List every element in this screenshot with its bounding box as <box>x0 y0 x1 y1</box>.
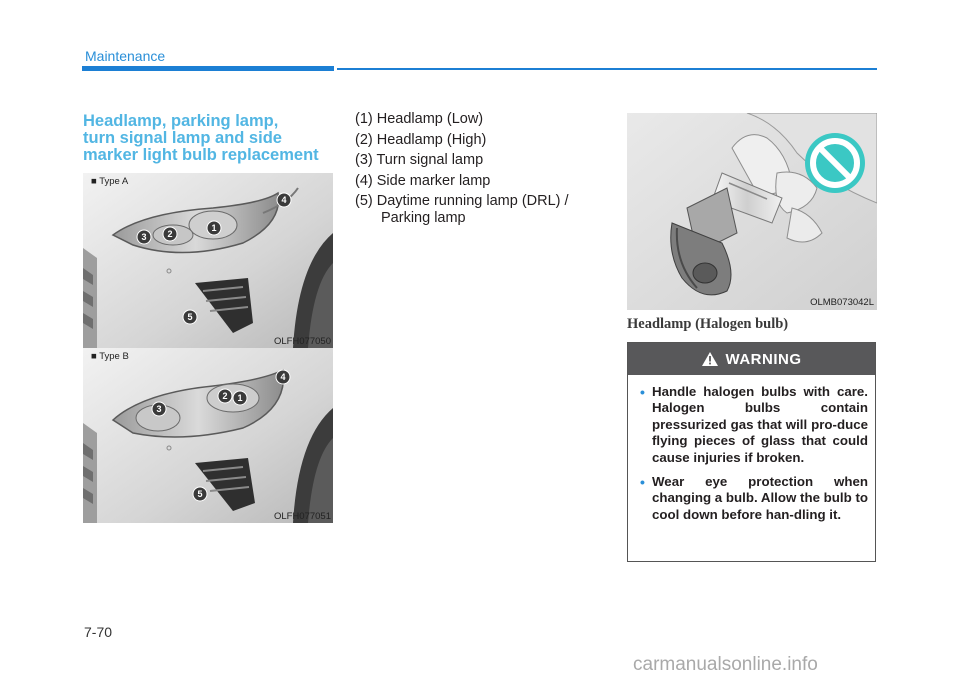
callout-b-5: 5 <box>197 489 203 499</box>
callout-a-2: 2 <box>167 229 173 239</box>
type-b-code: OLFH077051 <box>273 511 331 522</box>
type-a-code: OLFH077050 <box>273 336 331 347</box>
watermark: carmanualsonline.info <box>633 654 818 675</box>
header-rule-thick <box>82 66 334 71</box>
warning-title: WARNING <box>725 350 802 368</box>
type-a-label: ■ Type A <box>91 176 129 187</box>
parts-item-5: (5) Daytime running lamp (DRL) / Parking lamp <box>355 193 569 226</box>
heading-line-2: turn signal lamp and side <box>83 129 282 147</box>
callout-b-1: 1 <box>237 393 243 403</box>
callout-b-2: 2 <box>222 391 228 401</box>
headlamp-illustration-b <box>83 348 333 523</box>
heading-line-3: marker light bulb replacement <box>83 146 319 164</box>
callout-a-5: 5 <box>187 312 193 322</box>
page-number: 7-70 <box>84 624 113 640</box>
figure-type-a <box>83 173 333 348</box>
warning-box <box>627 342 876 562</box>
parts-item-1: (1) Headlamp (Low) <box>355 111 484 127</box>
section-heading <box>83 113 333 164</box>
parts-list <box>355 111 605 230</box>
photo-caption: Headlamp (Halogen bulb) <box>627 316 789 332</box>
halogen-bulb-figure <box>627 113 877 310</box>
callout-a-3: 3 <box>141 232 147 242</box>
callout-a-4: 4 <box>281 195 287 205</box>
type-b-label: ■ Type B <box>91 351 129 362</box>
warning-item-1: • Handle halogen bulbs with care. Halogen bulbs contain pressurized gas that will pro-duce flying pieces of glass that could cause injuries if broken. <box>640 384 868 466</box>
callout-a-1: 1 <box>211 223 217 233</box>
parts-item-4: (4) Side marker lamp <box>355 172 491 189</box>
warning-list <box>640 384 868 531</box>
headlamp-illustration-a <box>83 173 333 348</box>
callout-b-4: 4 <box>280 372 286 382</box>
photo-code: OLMB073042L <box>810 297 874 308</box>
section-label: Maintenance <box>85 48 166 64</box>
heading-line-1: Headlamp, parking lamp, <box>83 112 279 130</box>
callout-b-3: 3 <box>156 404 162 414</box>
warning-item-2: • Wear eye protection when changing a bulb. Allow the bulb to cool down before han-dling it. <box>640 474 868 523</box>
warning-header <box>628 343 875 375</box>
parts-item-2: (2) Headlamp (High) <box>355 131 487 148</box>
figure-type-b <box>83 348 333 523</box>
header-rule-thin <box>337 68 877 70</box>
warning-triangle-icon <box>702 352 718 366</box>
parts-item-3: (3) Turn signal lamp <box>355 152 484 169</box>
halogen-bulb-illustration <box>627 113 877 310</box>
